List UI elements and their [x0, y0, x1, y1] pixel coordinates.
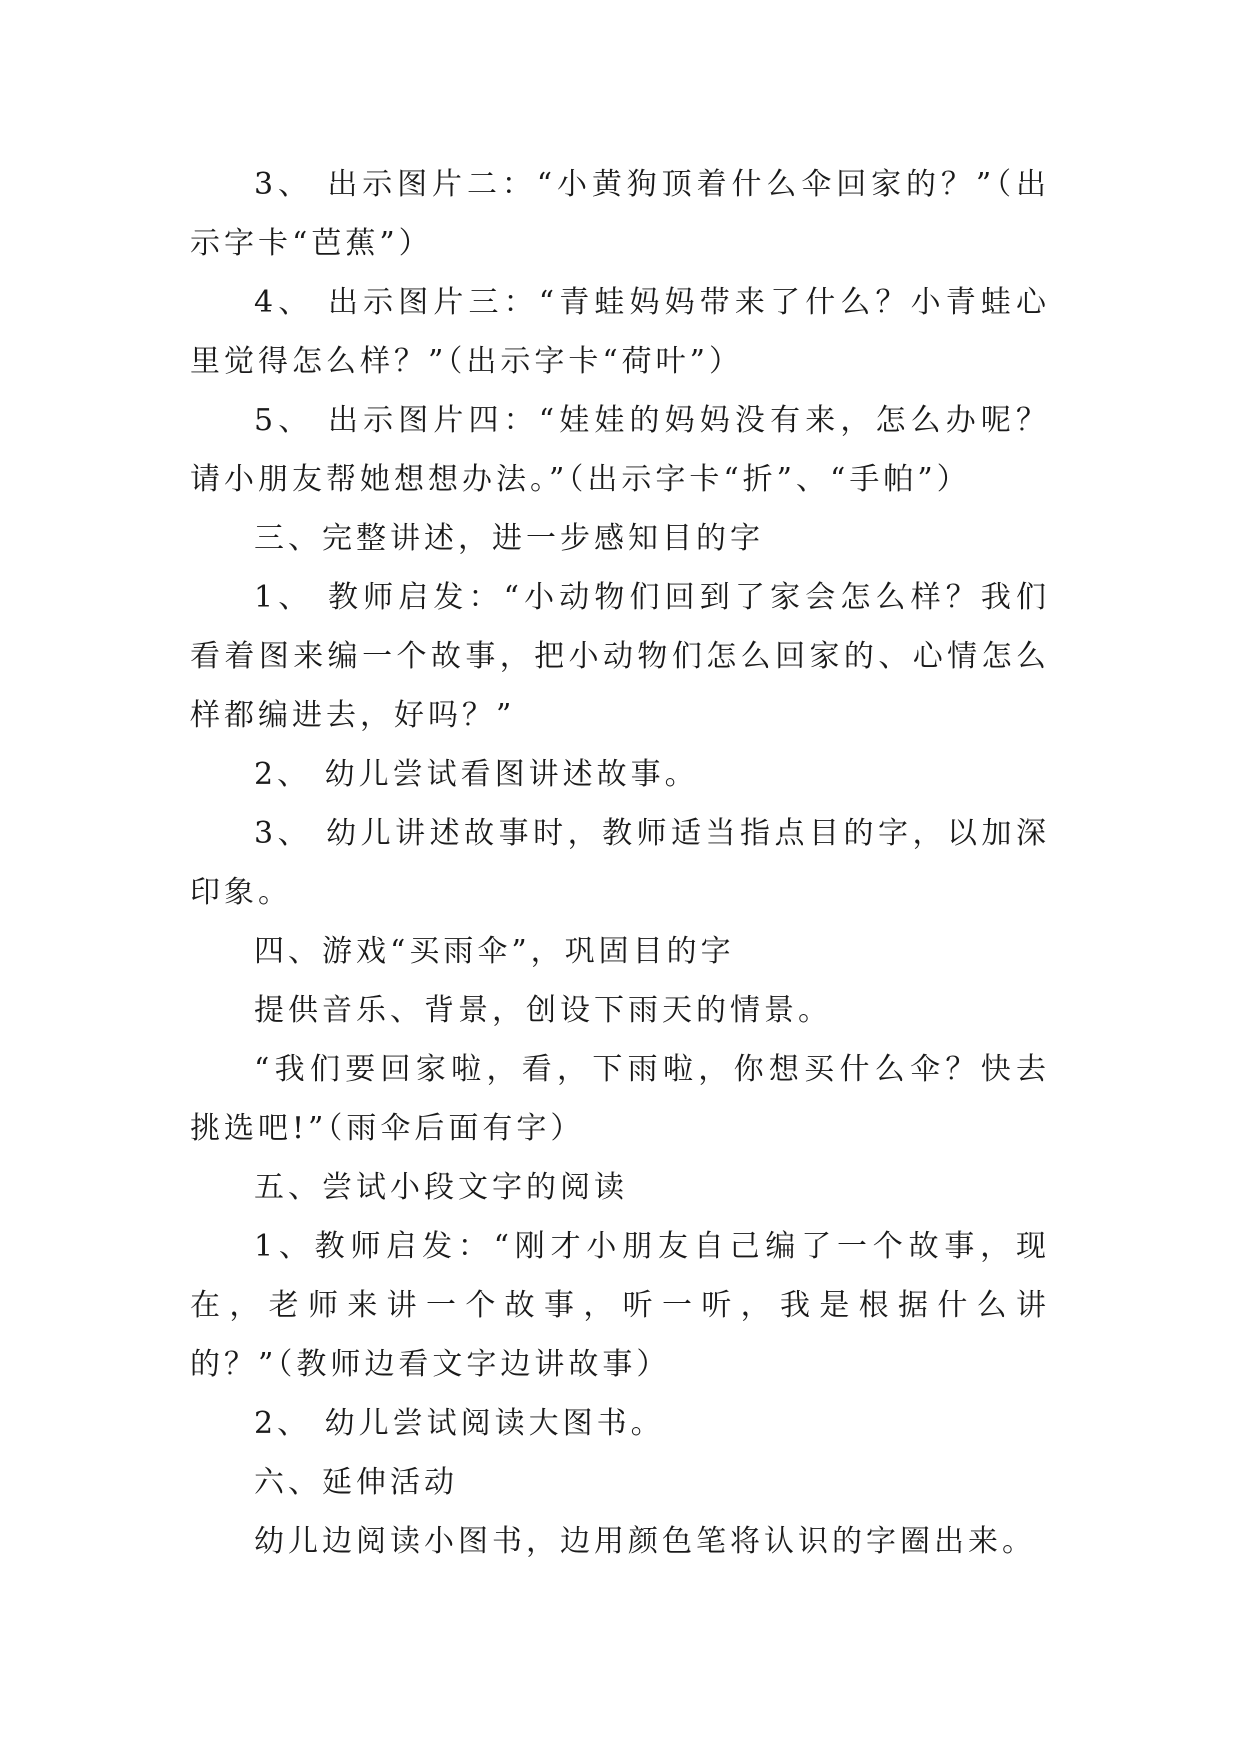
paragraph-teacher-points-characters: 3、 幼儿讲述故事时，教师适当指点目的字，以加深印象。 [190, 816, 1050, 910]
section-heading-extension-activity: 六、延伸活动 [254, 1465, 458, 1500]
paragraph-circle-known-characters: 幼儿边阅读小图书，边用颜色笔将认识的字圈出来。 [254, 1524, 1036, 1559]
paragraph-step-3-picture-two: 3、 出示图片二：“小黄狗顶着什么伞回家的？”（出示字卡“芭蕉”） [190, 167, 1050, 261]
paragraph-children-tell-story: 2、 幼儿尝试看图讲述故事。 [254, 757, 699, 792]
section-heading-umbrella-game: 四、游戏“买雨伞”，巩固目的字 [254, 934, 735, 969]
paragraph-teacher-prompt-story: 1、 教师启发：“小动物们回到了家会怎么样？我们看着图来编一个故事，把小动物们怎么回家的、心情怎么样都编进去，好吗？” [190, 580, 1050, 733]
paragraph-step-5-picture-four: 5、 出示图片四：“娃娃的妈妈没有来，怎么办呢？请小朋友帮她想想办法。”（出示字卡“折”、“手帕”） [190, 403, 1050, 497]
document-page [190, 155, 1050, 1571]
paragraph-step-4-picture-three: 4、 出示图片三：“青蛙妈妈带来了什么？小青蛙心里觉得怎么样？”（出示字卡“荷叶”） [190, 285, 1050, 379]
section-heading-complete-narration: 三、完整讲述，进一步感知目的字 [254, 521, 764, 556]
section-heading-short-text-reading: 五、尝试小段文字的阅读 [254, 1170, 628, 1205]
paragraph-music-background: 提供音乐、背景，创设下雨天的情景。 [254, 993, 832, 1028]
paragraph-buy-umbrella-quote: “我们要回家啦，看，下雨啦，你想买什么伞？快去挑选吧!”（雨伞后面有字） [190, 1052, 1050, 1146]
paragraph-teacher-tells-story: 1、教师启发：“刚才小朋友自己编了一个故事，现在，老师来讲一个故事，听一听，我是根据什么讲的？”（教师边看文字边讲故事） [190, 1229, 1050, 1382]
paragraph-read-big-book: 2、 幼儿尝试阅读大图书。 [254, 1406, 665, 1441]
